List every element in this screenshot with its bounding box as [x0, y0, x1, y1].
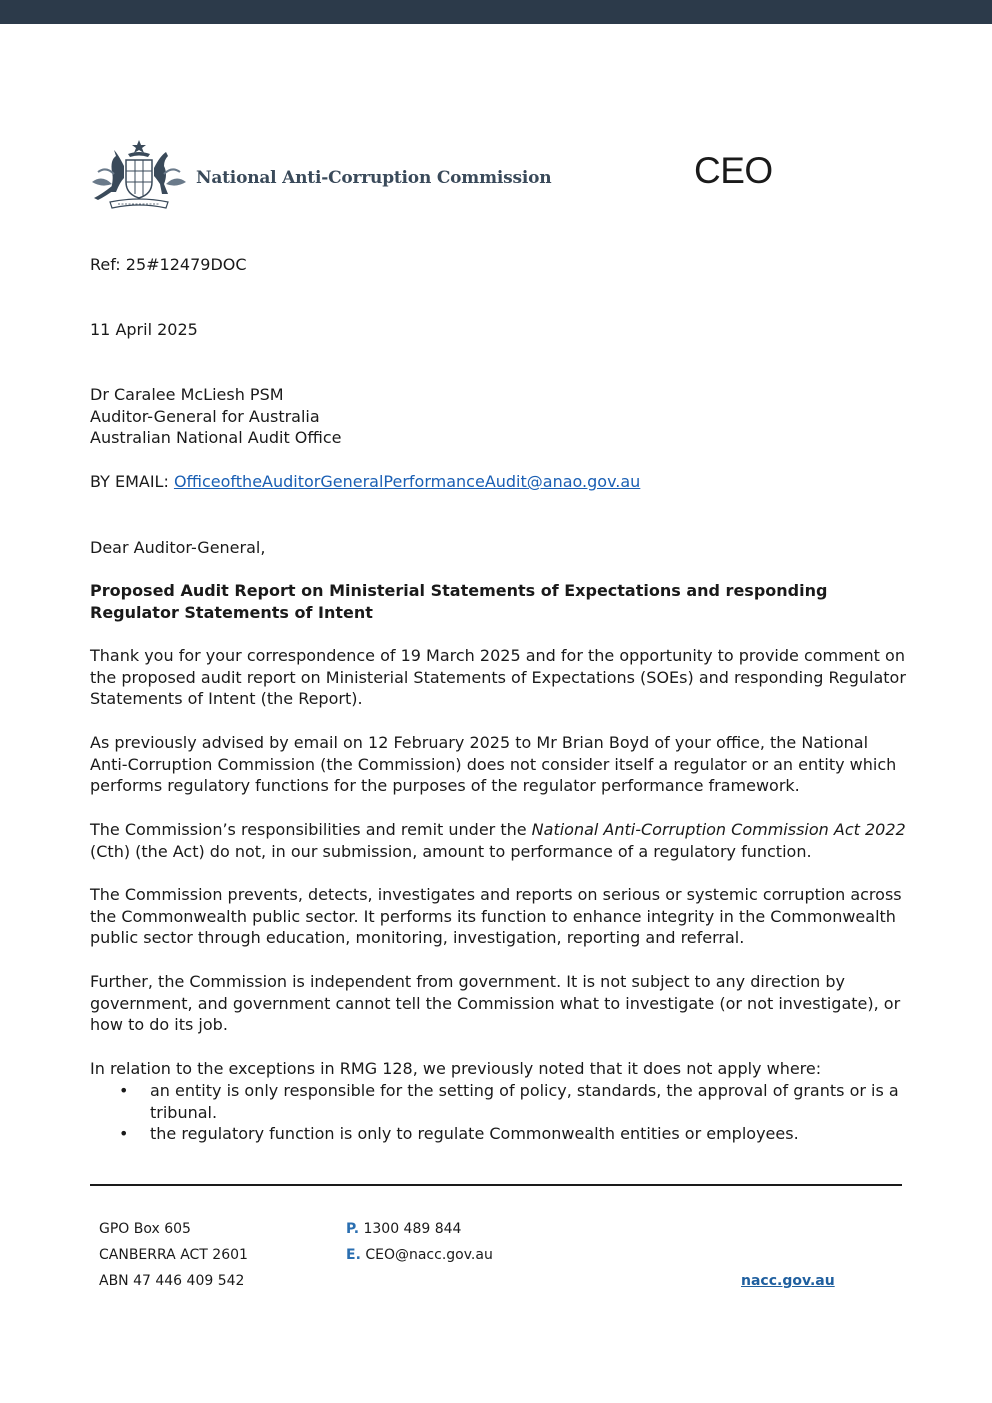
subject-heading: Proposed Audit Report on Ministerial Statements of Expectations and responding Regulator Statements of Intent: [90, 581, 828, 622]
email-contact-label: E.: [346, 1247, 361, 1263]
exceptions-list: [90, 1080, 910, 1145]
paragraph-3-end: (Cth) (the Act) do not, in our submission, amount to performance of a regulatory function.: [90, 841, 812, 861]
salutation: Dear Auditor-General,: [90, 538, 266, 557]
footer-phone: [346, 1216, 493, 1242]
top-banner: [0, 0, 992, 24]
recipient-office: Australian National Audit Office: [90, 428, 342, 448]
list-item: • the regulatory function is only to regulate Commonwealth entities or employees.: [90, 1123, 910, 1145]
paragraph-4: The Commission prevents, detects, investigates and reports on serious or systemic corruption across the Commonwealth public sector. It performs its function to enhance integrity in the Commonwealth public sector through education, monitoring, investigation, reporting and referral.: [90, 885, 902, 948]
footer-address: [99, 1216, 248, 1294]
ceo-label: CEO: [694, 150, 773, 191]
website-link[interactable]: nacc.gov.au: [741, 1273, 835, 1289]
paragraph-6: In relation to the exceptions in RMG 128, we previously noted that it does not apply where:: [90, 1059, 822, 1078]
phone-number: 1300 489 844: [363, 1221, 462, 1237]
footer-contact: [346, 1216, 493, 1268]
email-label: BY EMAIL:: [90, 472, 169, 491]
recipient-title: Auditor-General for Australia: [90, 406, 320, 426]
recipient-name: Dr Caralee McLiesh PSM: [90, 385, 284, 404]
recipient-email-link[interactable]: OfficeoftheAuditorGeneralPerformanceAudit@anao.gov.au: [173, 472, 641, 491]
letter-date: 11 April 2025: [90, 320, 198, 339]
reference-number: Ref: 25#12479DOC: [90, 255, 247, 274]
paragraph-3: [90, 819, 910, 862]
footer-email: [346, 1242, 493, 1268]
paragraph-3-start: The Commission’s responsibilities and remit under the: [90, 820, 532, 839]
phone-label: P.: [346, 1221, 360, 1237]
email-line: [90, 471, 910, 493]
coat-of-arms-icon: [88, 138, 190, 214]
paragraph-5: Further, the Commission is independent from government. It is not subject to any direction by government, and government cannot tell the Commission what to investigate (or not investigate), or how to do its job.: [90, 972, 901, 1035]
footer-divider: [90, 1184, 902, 1186]
organisation-name: National Anti-Corruption Commission: [196, 168, 552, 188]
recipient-address: [90, 384, 910, 449]
email-contact: CEO@nacc.gov.au: [365, 1247, 493, 1263]
paragraph-1: Thank you for your correspondence of 19 March 2025 and for the opportunity to provide comment on the proposed audit report on Ministerial Statements of Expectations (SOEs) and responding Regulator Statements of Intent (the Report).: [90, 646, 906, 709]
footer-abn: ABN 47 446 409 542: [99, 1273, 245, 1289]
act-title: National Anti-Corruption Commission Act 2022: [531, 820, 906, 839]
footer-city: CANBERRA ACT 2601: [99, 1247, 248, 1263]
paragraph-2: As previously advised by email on 12 February 2025 to Mr Brian Boyd of your office, the National Anti-Corruption Commission (the Commission) does not consider itself a regulator or an entity which performs regulatory functions for the purposes of the regulator performance framework.: [90, 733, 897, 796]
footer-po-box: GPO Box 605: [99, 1221, 191, 1237]
list-item: • an entity is only responsible for the setting of policy, standards, the approval of grants or is a tribunal.: [90, 1080, 910, 1123]
